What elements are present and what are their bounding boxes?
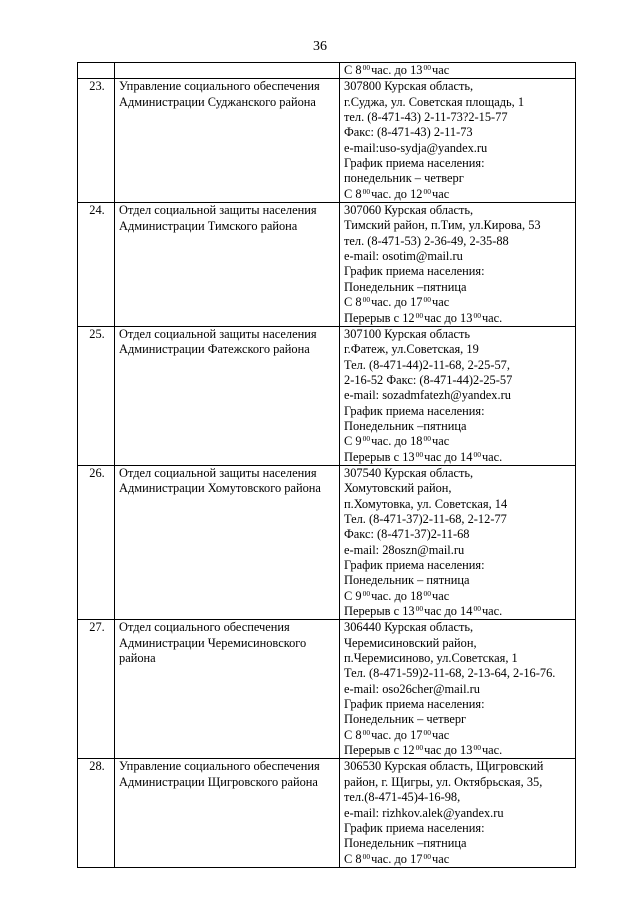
- contact-info-cell: [340, 759, 576, 867]
- hours-text: час.: [481, 743, 503, 758]
- entry-number: 23.: [78, 79, 115, 203]
- hours-superscript: 00: [473, 310, 481, 320]
- hours-superscript: 00: [362, 295, 371, 305]
- hours-superscript: 00: [423, 186, 431, 196]
- contact-info-cell: [340, 326, 576, 465]
- contact-info-line: Понедельник –пятница: [344, 418, 467, 433]
- hours-line: [344, 852, 573, 867]
- contact-info-line: Факс: (8-471-43) 2-11-73: [344, 125, 473, 140]
- table-row: [78, 620, 576, 759]
- hours-text: Перерыв с 12: [344, 310, 415, 325]
- hours-text: час. до 18: [371, 588, 423, 603]
- entry-number: 24.: [78, 203, 115, 327]
- contact-info-line: График приема населения:: [344, 558, 485, 572]
- hours-text: час: [431, 851, 450, 866]
- hours-superscript: 00: [415, 310, 424, 320]
- hours-superscript: 00: [362, 434, 371, 444]
- organization-cell: [115, 63, 340, 79]
- contact-info-line: 307540 Курская область,: [344, 465, 474, 480]
- organization-cell: [115, 620, 340, 759]
- contact-info-line: График приема населения:: [344, 156, 485, 171]
- contact-info-line: Хомутовский район,: [344, 481, 452, 496]
- organization-cell: [115, 465, 340, 619]
- hours-superscript: 00: [423, 727, 431, 737]
- hours-text: час.: [481, 604, 503, 619]
- organization-name-line: Отдел социальной защиты населения: [119, 203, 317, 218]
- organization-name-line: Администрации Тимского района: [119, 218, 298, 233]
- hours-line: [344, 728, 573, 743]
- hours-text: С 8: [344, 727, 362, 742]
- organization-name-line: Отдел социального обеспечения: [119, 620, 290, 635]
- number-cell: [78, 63, 115, 79]
- contact-info-line: e-mail: sozadmfatezh@yandex.ru: [344, 388, 511, 403]
- hours-line: [344, 434, 573, 449]
- contact-info-line: e-mail: rizhkov.alek@yandex.ru: [344, 805, 504, 820]
- contact-info-line: Тел. (8-471-44)2-11-68, 2-25-57,: [344, 357, 510, 372]
- organization-cell: [115, 326, 340, 465]
- contact-info-line: тел. (8-471-43) 2-11-73?2-15-77: [344, 110, 508, 125]
- hours-text: час до 13: [424, 743, 473, 758]
- hours-text: час до 14: [424, 604, 473, 619]
- hours-line: [344, 450, 573, 465]
- hours-text: час: [431, 186, 450, 201]
- contact-info-line: 306530 Курская область, Щигровский: [344, 759, 544, 774]
- hours-text: час: [431, 588, 450, 603]
- contact-info-line: 2-16-52 Факс: (8-471-44)2-25-57: [344, 372, 513, 387]
- hours-text: Перерыв с 13: [344, 604, 415, 619]
- contact-info-line: Понедельник –пятница: [344, 836, 467, 851]
- contact-info-line: Понедельник –пятница: [344, 279, 467, 294]
- contact-info-line: г.Фатеж, ул.Советская, 19: [344, 342, 479, 357]
- hours-superscript: 00: [423, 295, 431, 305]
- hours-text: час: [431, 434, 450, 449]
- contact-info-line: 306440 Курская область,: [344, 620, 474, 635]
- contact-info-line: e-mail: 28oszn@mail.ru: [344, 542, 465, 557]
- contact-info-cell: [340, 620, 576, 759]
- contact-info-line: Понедельник – пятница: [344, 573, 470, 588]
- organization-cell: [115, 203, 340, 327]
- organization-name-line: района: [119, 651, 156, 666]
- contact-info-line: район, г. Щигры, ул. Октябрьская, 35,: [344, 774, 543, 789]
- contact-info-line: Тел. (8-471-37)2-11-68, 2-12-77: [344, 511, 507, 526]
- contact-info-line: 307100 Курская область: [344, 326, 471, 341]
- hours-text: С 9: [344, 588, 362, 603]
- table-row: [78, 465, 576, 619]
- table-row: [78, 79, 576, 203]
- contact-info-cell: [340, 63, 576, 79]
- organization-cell: [115, 759, 340, 867]
- hours-text: С 9: [344, 434, 362, 449]
- contact-info-cell: [340, 465, 576, 619]
- hours-text: час: [431, 295, 450, 310]
- hours-superscript: 00: [362, 588, 371, 598]
- hours-line: [344, 743, 573, 758]
- contact-info-line: Тимский район, п.Тим, ул.Кирова, 53: [344, 218, 541, 233]
- hours-line: [344, 311, 573, 326]
- contact-info-line: п.Хомутовка, ул. Советская, 14: [344, 496, 508, 511]
- hours-superscript: 00: [415, 743, 424, 753]
- hours-line: [344, 295, 573, 310]
- table-row: [78, 203, 576, 327]
- hours-text: час. до 17: [371, 851, 423, 866]
- entry-number: 26.: [78, 465, 115, 619]
- contact-info-line: e-mail:uso-sydja@yandex.ru: [344, 140, 488, 155]
- organization-cell: [115, 79, 340, 203]
- contact-info-line: Черемисиновский район,: [344, 635, 477, 650]
- organization-name-line: Отдел социальной защиты населения: [119, 465, 317, 480]
- hours-text: час: [431, 727, 450, 742]
- contact-info-line: 307800 Курская область,: [344, 79, 474, 94]
- table-row: [78, 759, 576, 867]
- hours-superscript: 00: [423, 434, 431, 444]
- hours-text: час.: [481, 449, 503, 464]
- hours-superscript: 00: [423, 851, 431, 861]
- hours-line: С $8^{00}час$. до $13^{00}час$: [344, 63, 450, 77]
- hours-line: [344, 589, 573, 604]
- contact-info-line: Понедельник – четверг: [344, 712, 467, 727]
- hours-superscript: 00: [473, 604, 481, 614]
- hours-line: [344, 604, 573, 619]
- contact-info-line: тел.(8-471-45)4-16-98,: [344, 790, 461, 805]
- hours-superscript: 00: [362, 186, 371, 196]
- contact-info-line: График приема населения:: [344, 820, 485, 835]
- contact-info-line: График приема населения:: [344, 264, 485, 279]
- hours-text: С 8: [344, 186, 362, 201]
- hours-text: Перерыв с 13: [344, 449, 415, 464]
- hours-superscript: 00: [473, 449, 481, 459]
- contact-info-line: г.Суджа, ул. Советская площадь, 1: [344, 94, 525, 109]
- table-row-continuation: [78, 63, 576, 79]
- organization-name-line: Управление социального обеспечения: [119, 79, 320, 94]
- contact-info-line: e-mail: osotim@mail.ru: [344, 249, 463, 264]
- organization-name-line: Администрации Фатежского района: [119, 342, 310, 357]
- hours-superscript: 00: [362, 851, 371, 861]
- hours-superscript: 00: [473, 743, 481, 753]
- hours-text: час. до 18: [371, 434, 423, 449]
- contact-info-line: e-mail: oso26cher@mail.ru: [344, 681, 480, 696]
- contact-info-line: тел. (8-471-53) 2-36-49, 2-35-88: [344, 233, 509, 248]
- contact-info-line: График приема населения:: [344, 403, 485, 418]
- hours-text: час. до 17: [371, 295, 423, 310]
- organization-name-line: Администрации Суджанского района: [119, 94, 316, 109]
- entry-number: 25.: [78, 326, 115, 465]
- contact-info-line: п.Черемисиново, ул.Советская, 1: [344, 651, 518, 666]
- organization-name-line: Отдел социальной защиты населения: [119, 326, 317, 341]
- hours-text: час до 14: [424, 449, 473, 464]
- social-services-table: [77, 62, 576, 868]
- contact-info-cell: [340, 79, 576, 203]
- organization-name-line: Администрации Щигровского района: [119, 774, 318, 789]
- organization-name-line: Администрации Хомутовского района: [119, 481, 321, 496]
- hours-text: С 8: [344, 851, 362, 866]
- hours-text: Перерыв с 12: [344, 743, 415, 758]
- entry-number: 27.: [78, 620, 115, 759]
- hours-text: час. до 17: [371, 727, 423, 742]
- hours-superscript: 00: [415, 604, 424, 614]
- contact-info-line: График приема населения:: [344, 697, 485, 712]
- contact-info-cell: [340, 203, 576, 327]
- organization-name-line: Администрации Черемисиновского: [119, 635, 307, 650]
- hours-superscript: 00: [415, 449, 424, 459]
- hours-text: С 8: [344, 295, 362, 310]
- contact-info-line: понедельник – четверг: [344, 171, 464, 186]
- hours-line: [344, 187, 573, 202]
- organization-name-line: Управление социального обеспечения: [119, 759, 320, 774]
- contact-info-line: Тел. (8-471-59)2-11-68, 2-13-64, 2-16-76.: [344, 666, 556, 681]
- contact-info-line: Факс: (8-471-37)2-11-68: [344, 527, 470, 542]
- hours-superscript: 00: [423, 588, 431, 598]
- hours-text: час до 13: [424, 310, 473, 325]
- page-number: 36: [313, 39, 327, 54]
- contact-info-line: 307060 Курская область,: [344, 203, 474, 218]
- hours-text: час.: [481, 310, 503, 325]
- hours-text: час. до 12: [371, 186, 423, 201]
- entry-number: 28.: [78, 759, 115, 867]
- hours-superscript: 00: [362, 727, 371, 737]
- table-row: [78, 326, 576, 465]
